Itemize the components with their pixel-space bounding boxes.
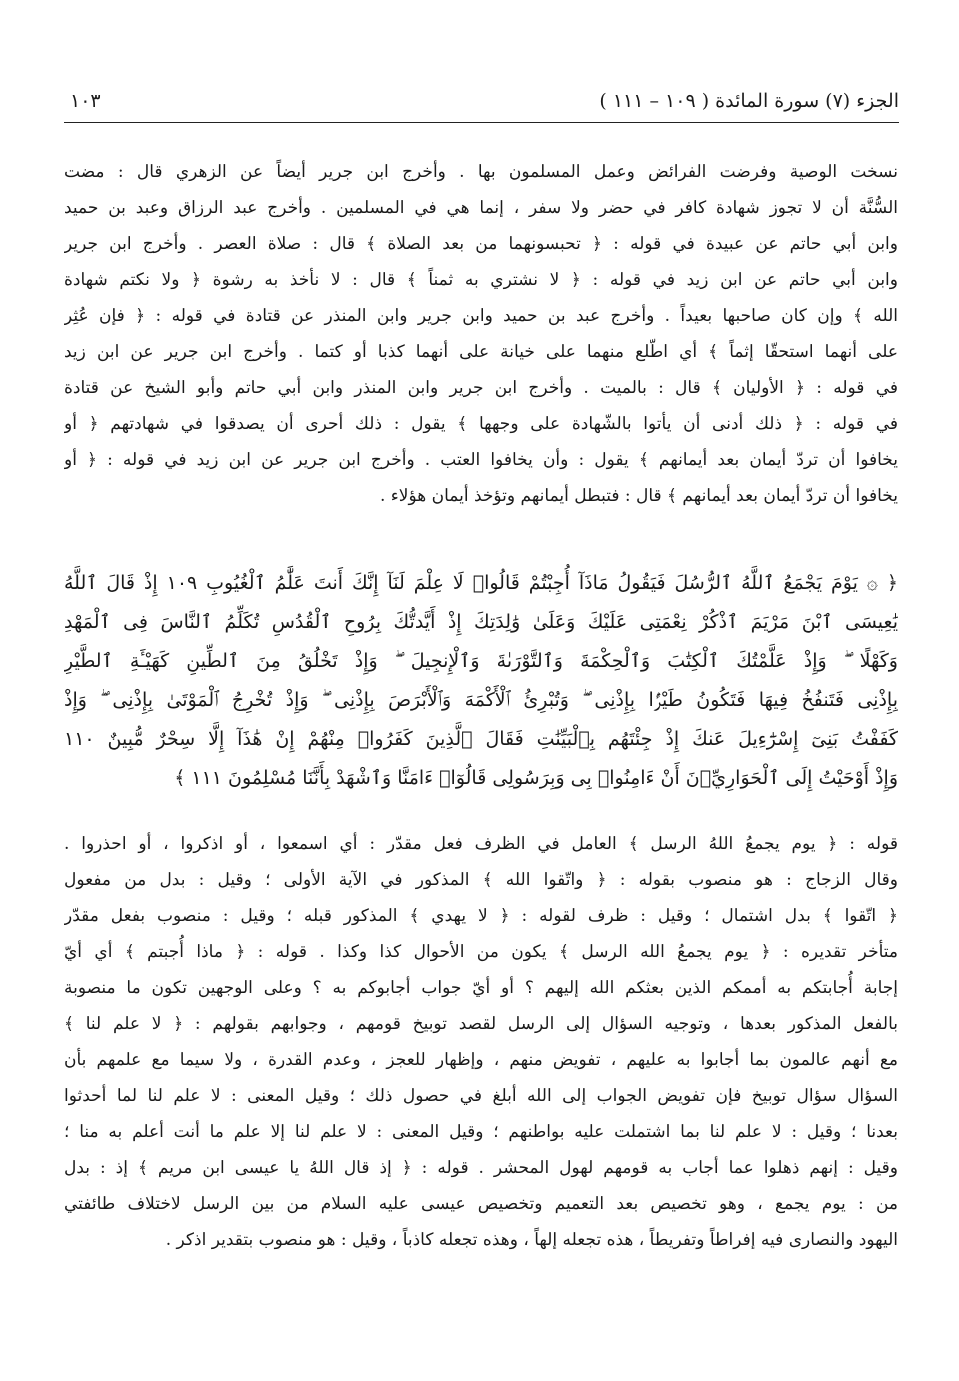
text-line: يخافوا أن تردّ أيمان بعد أيمانهم ﴾ يقول : وأن يخافوا العتب . وأخرج ابن جرير عن ابن زيد في قوله : ﴿ أو: [64, 450, 898, 470]
verse-line: ﴿ ۞ يَوْمَ يَجْمَعُ ٱللَّهُ ٱلرُّسُلَ فَيَقُولُ مَاذَآ أُجِبْتُمْ قَالُوا۟ لَا عِلْمَ لَنَآ إِنَّكَ أَنتَ عَلَّٰمُ ٱلْغُيُوبِ ١٠٩ إِذْ قَالَ ٱللَّهُ: [64, 572, 898, 594]
verse-line: وَإِذْ أَوْحَيْتُ إِلَى ٱلْحَوَارِيِّۦنَ أَنْ ءَامِنُوا۟ بِى وَبِرَسُولِى قَالُوٓا۟ ءَامَنَّا وَٱشْهَدْ بِأَنَّنَا مُسْلِمُونَ ١١١ ﴾: [174, 767, 898, 789]
text-line: بالفعل المذكور بعدها ، وتوجيه السؤال إلى الرسل لقصد توبيخ قومهم ، وجوابهم بقولهم : ﴿ لا علم لنا ﴾: [64, 1014, 898, 1034]
commentary-paragraph-1: [64, 154, 898, 514]
text-line: السؤال سؤال توبيخ فإن تفويض الجواب إلى الله أبلغ في حصول ذلك ؛ وقيل المعنى : لا علم لنا لما أحدثوا: [64, 1086, 898, 1106]
text-line: إجابة أُجابتكم به أممكم الذين بعثكم الله إليهم ؟ أو أيّ جواب أجابوكم به ؟ وعلى الوجهين تكون ما منصوبة: [64, 978, 898, 998]
text-line: السُّنَّة أن لا تجوز شهادة كافر في حضر ولا سفر ، إنما هي في المسلمين . وأخرج عبد الرزاق وعبد بن حميد: [64, 198, 898, 218]
verse-line: بِإِذْنِى فَتَنفُخُ فِيهَا فَتَكُونُ طَيْرًۢا بِإِذْنِى ۖ وَتُبْرِئُ ٱلْأَكْمَهَ وَٱلْأَبْرَصَ بِإِذْنِى ۖ وَإِذْ تُخْرِجُ ٱلْمَوْتَىٰ بِإِذْنِى ۖ وَإِذْ: [64, 689, 898, 711]
text-line: في قوله : ﴿ ذلك أدنى أن يأتوا بالشّهادة على وجهها ﴾ يقول : ذلك أحرى أن يصدقوا في شهادتهم ﴿ أو: [64, 414, 898, 434]
text-line: اليهود والنصارى فيه إفراطاً وتفريطاً ، هذه تجعله إلهاً ، وهذه تجعله كاذباً ، وقيل : هو منصوب بتقدير اذكر .: [165, 1230, 898, 1250]
text-line: وقيل : إنهم ذهلوا عما أجاب به قومهم لهول المحشر . قوله : ﴿ إذ قال اللهُ يا عيسى ابن مريم ﴾ إذ : بدل: [64, 1158, 898, 1178]
text-line: وقال الزجاج : هو منصوب بقوله : ﴿ واتّقوا الله ﴾ المذكور في الآية الأولى ؛ وقيل : بدل من مفعول: [64, 870, 898, 890]
text-line: على أنهما استحقّا إثماً ﴾ أي اطّلع منهما على خيانة على أنهما كذبا أو كتما . وأخرج ابن جرير عن ابن زيد: [64, 342, 898, 362]
header-rule: [64, 122, 899, 123]
text-line: بعدنا ؛ وقيل : لا علم لنا بما اشتملت عليه بواطنهم ؛ وقيل المعنى : لا علم لنا إلا علم ما أنت أعلم به منا ؛: [64, 1122, 898, 1142]
text-line: نسخت الوصية وفرضت الفرائض وعمل المسلمون بها . وأخرج ابن جرير أيضاً عن الزهري قال : مضت: [64, 162, 898, 182]
text-line: قوله : ﴿ يوم يجمعُ اللهُ الرسل ﴾ العامل في الظرف فعل مقدّر : أي اسمعوا ، أو اذكروا ، أو احذروا .: [64, 834, 898, 854]
text-line: في قوله : ﴿ الأوليان ﴾ قال : بالميت . وأخرج ابن جرير وابن المنذر وابن أبي حاتم وأبو الشيخ عن قتادة: [64, 378, 898, 398]
verse-line: يَٰعِيسَى ٱبْنَ مَرْيَمَ ٱذْكُرْ نِعْمَتِى عَلَيْكَ وَعَلَىٰ وَٰلِدَتِكَ إِذْ أَيَّدتُّكَ بِرُوحِ ٱلْقُدُسِ تُكَلِّمُ ٱلنَّاسَ فِى ٱلْمَهْدِ: [64, 611, 898, 633]
text-line: متأخر تقديره : ﴿ يوم يجمعُ الله الرسل ﴾ يكون من الأحوال كذا وكذا . قوله : ﴿ ماذا أُجبتم ﴾ أي أيّ: [64, 942, 898, 962]
text-line: ﴿ اتّقوا ﴾ بدل اشتمال ؛ وقيل : ظرف لقوله : ﴿ لا يهدي ﴾ المذكور قبله ؛ وقيل : منصوب بفعل مقدّر: [64, 906, 898, 926]
text-line: وابن أبي حاتم عن ابن زيد في قوله : ﴿ لا نشتري به ثمناً ﴾ قال : لا نأخذ به رشوة ﴿ ولا نكتم شهادة: [64, 270, 898, 290]
text-line: من : يوم يجمع ، وهو تخصيص بعد التعميم وتخصيص عيسى عليه السلام من بين الرسل لاختلاف طائفتي: [64, 1194, 898, 1214]
text-line: يخافوا أن تردّ أيمان بعد أيمانهم ﴾ قال : فتبطل أيمانهم وتؤخذ أيمان هؤلاء .: [379, 486, 898, 506]
page-header: [70, 88, 899, 122]
running-title: الجزء (٧) سورة المائدة ( ١٠٩ – ١١١ ): [599, 90, 899, 112]
text-line: وابن أبي حاتم عن عبيدة في قوله : ﴿ تحبسونهما من بعد الصلاة ﴾ قال : صلاة العصر . وأخرج ابن جرير: [64, 234, 898, 254]
quran-verses-109-111: [64, 564, 898, 798]
page-number: ١٠٣: [70, 90, 101, 112]
text-line: مع أنهم عالمون بما أجابوا به عليهم ، تفويض منهم ، وإظهار للعجز ، وعدم القدرة ، ولا سيما مع علمهم بأن: [64, 1050, 898, 1070]
verse-line: كَفَفْتُ بَنِىٓ إِسْرَٰٓءِيلَ عَنكَ إِذْ جِئْتَهُم بِٱلْبَيِّنَٰتِ فَقَالَ ٱلَّذِينَ كَفَرُوا۟ مِنْهُمْ إِنْ هَٰذَآ إِلَّا سِحْرٌ مُّبِينٌ ١١٠: [64, 728, 898, 750]
text-line: الله ﴾ وإن كان صاحبها بعيداً . وأخرج عبد بن حميد وابن جرير وابن المنذر عن قتادة في قوله : ﴿ فإن عُثِر: [64, 306, 898, 326]
commentary-paragraph-2: [64, 826, 898, 1258]
verse-line: وَكَهْلًا ۖ وَإِذْ عَلَّمْتُكَ ٱلْكِتَٰبَ وَٱلْحِكْمَةَ وَٱلتَّوْرَىٰةَ وَٱلْإِنجِيلَ ۖ وَإِذْ تَخْلُقُ مِنَ ٱلطِّينِ كَهَيْـَٔةِ ٱلطَّيْرِ: [64, 650, 898, 672]
